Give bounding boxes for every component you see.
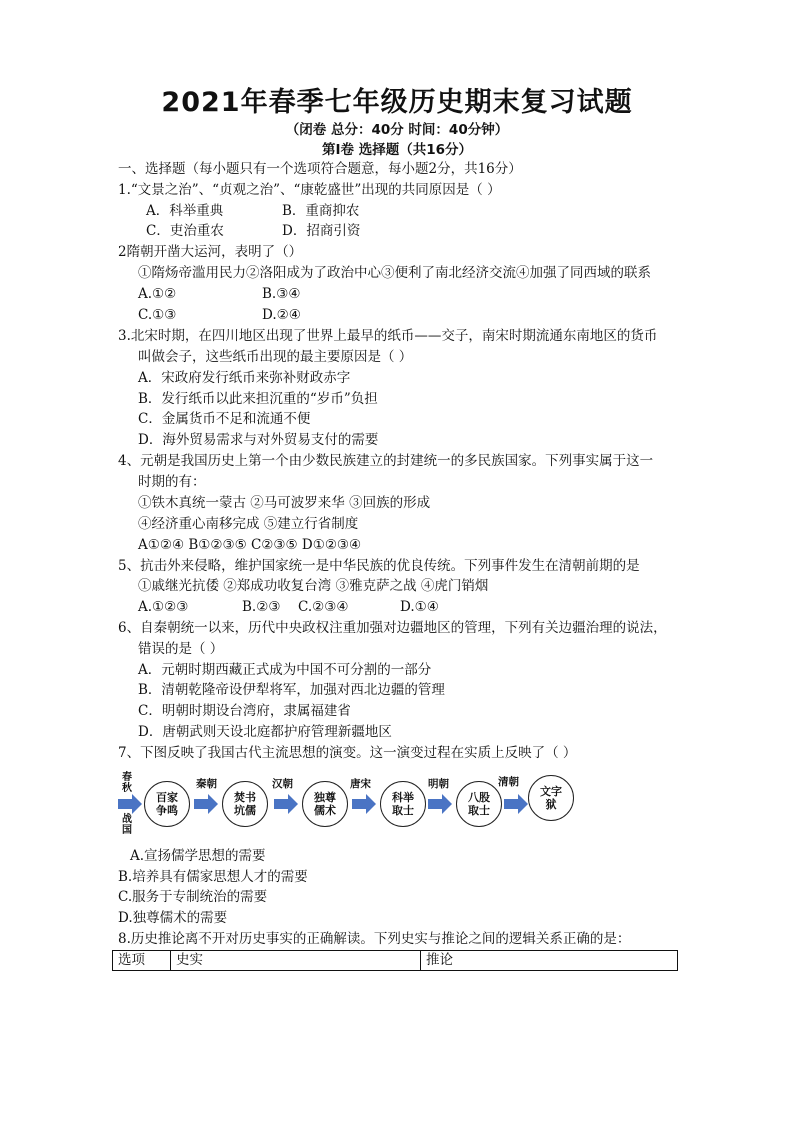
stage-5-line2: 取士: [468, 804, 490, 817]
flow-arrow-5: [504, 794, 528, 814]
stage-3-line1: 独尊: [314, 791, 336, 804]
stage-1-line2: 争鸣: [156, 804, 178, 817]
stage-4-line1: 科举: [392, 791, 414, 804]
question-6-stem-line2: 错误的是（ ）: [138, 641, 224, 657]
stage-circle-5: [456, 781, 502, 827]
question-2-option-d: D.②④: [262, 307, 301, 323]
question-6-option-c: C．明朝时期设台湾府，隶属福建省: [138, 703, 351, 719]
question-5-option-b: B.②③: [242, 599, 281, 615]
exam-info: （闭卷 总分：40分 时间：40分钟）: [285, 122, 509, 138]
diagram-start-top-label: 春秋: [122, 772, 132, 794]
question-4-items-line2: ④经济重心南移完成 ⑤建立行省制度: [138, 516, 359, 532]
table-header-option: 选项: [113, 951, 171, 970]
question-2-items: ①隋炀帝滥用民力②洛阳成为了政治中心③便利了南北经济交流④加强了同西域的联系: [138, 265, 651, 281]
question-6-option-d: D．唐朝武则天设北庭都护府管理新疆地区: [138, 724, 392, 740]
question-2-option-b: B.③④: [262, 286, 301, 302]
page-title: 2021年春季七年级历史期末复习试题: [161, 87, 633, 118]
question-3-stem-line2: 叫做会子，这些纸币出现的最主要原因是（ ）: [138, 349, 413, 365]
question-4-stem-line1: 4、元朝是我国历史上第一个由少数民族建立的封建统一的多民族国家。下列事实属于这一: [118, 453, 654, 469]
stage-6-line2: 狱: [545, 798, 557, 811]
question-3-option-d: D．海外贸易需求与对外贸易支付的需要: [138, 432, 379, 448]
stage-2-line1: 焚书: [234, 791, 256, 804]
thought-evolution-diagram: [118, 770, 588, 840]
era-label-2: 汉朝: [272, 778, 293, 790]
stage-5-line1: 八股: [468, 791, 490, 804]
question-7-option-b: B.培养具有儒家思想人才的需要: [118, 869, 308, 885]
section-heading: 一、选择题（每小题只有一个选项符合题意，每小题2分，共16分）: [118, 161, 522, 177]
stage-circle-2: [222, 781, 268, 827]
question-1-option-d: D．招商引资: [282, 223, 361, 239]
era-label-4: 明朝: [428, 778, 449, 790]
question-7-stem: 7、下图反映了我国古代主流思想的演变。这一演变过程在实质上反映了（ ）: [118, 745, 577, 761]
question-8-table: [112, 950, 678, 971]
question-6-option-b: B．清朝乾隆帝设伊犁将军，加强对西北边疆的管理: [138, 682, 445, 698]
question-3-option-c: C．金属货币不足和流通不便: [138, 411, 311, 427]
question-3-option-a: A．宋政府发行纸币来弥补财政赤字: [138, 370, 351, 386]
question-1-option-c: C．吏治重农: [146, 223, 224, 239]
question-1-option-a: A．科举重典: [146, 203, 224, 219]
question-2-option-c: C.①③: [138, 307, 177, 323]
question-2-option-a: A.①②: [138, 286, 177, 302]
question-6-stem-line1: 6、自秦朝统一以来，历代中央政权注重加强对边疆地区的管理，下列有关边疆治理的说法，: [118, 620, 667, 636]
question-7-option-a: A.宣扬儒学思想的需要: [130, 848, 266, 864]
question-1-stem: 1.“文景之治”、“贞观之治”、“康乾盛世”出现的共同原因是（ ）: [118, 182, 501, 198]
question-5-stem: 5、抗击外来侵略，维护国家统一是中华民族的优良传统。下列事件发生在清朝前期的是: [118, 558, 640, 574]
stage-6-line1: 文字: [540, 785, 562, 798]
question-3-stem-line1: 3.北宋时期，在四川地区出现了世界上最早的纸币——交子，南宋时期流通东南地区的货币: [118, 328, 658, 344]
question-5-option-c: C.②③④: [298, 599, 349, 615]
stage-circle-4: [380, 781, 426, 827]
stage-1-line1: 百家: [156, 791, 178, 804]
stage-circle-6: [528, 775, 574, 821]
question-8-stem: 8.历史推论离不开对历史事实的正确解读。下列史实与推论之间的逻辑关系正确的是：: [118, 931, 631, 947]
part-heading: 第Ⅰ卷 选择题（共16分）: [321, 142, 472, 158]
stage-2-line2: 坑儒: [234, 804, 256, 817]
flow-arrow-3: [352, 794, 376, 814]
question-7-option-c: C.服务于专制统治的需要: [118, 889, 268, 905]
question-5-option-a: A.①②③: [138, 599, 189, 615]
stage-circle-3: [302, 781, 348, 827]
era-label-3: 唐宋: [350, 778, 371, 790]
question-4-items-line1: ①铁木真统一蒙古 ②马可波罗来华 ③回族的形成: [138, 495, 431, 511]
flow-arrow-1: [194, 794, 218, 814]
flow-arrow-0: [118, 794, 142, 814]
flow-arrow-2: [274, 794, 298, 814]
question-5-option-d: D.①④: [400, 599, 439, 615]
era-label-1: 秦朝: [196, 778, 217, 790]
question-1-option-b: B．重商抑农: [282, 203, 360, 219]
table-header-fact: 史实: [171, 951, 421, 970]
question-2-stem: 2隋朝开凿大运河，表明了（）: [118, 244, 303, 260]
question-4-options: A①②④ B①②③⑤ C②③⑤ D①②③④: [138, 537, 362, 553]
stage-circle-1: [144, 781, 190, 827]
diagram-start-bottom-label: 战国: [122, 814, 132, 836]
flow-arrow-4: [428, 794, 452, 814]
question-4-stem-line2: 时期的有：: [138, 474, 206, 490]
era-label-5: 清朝: [498, 776, 519, 788]
stage-3-line2: 儒术: [314, 804, 336, 817]
question-3-option-b: B．发行纸币以此来担沉重的“岁币”负担: [138, 391, 378, 407]
question-7-option-d: D.独尊儒术的需要: [118, 910, 228, 926]
question-6-option-a: A．元朝时期西藏正式成为中国不可分割的一部分: [138, 662, 432, 678]
table-header-inference: 推论: [426, 952, 453, 968]
question-5-items: ①戚继光抗倭 ②郑成功收复台湾 ③雅克萨之战 ④虎门销烟: [138, 578, 489, 594]
stage-4-line2: 取士: [392, 804, 414, 817]
